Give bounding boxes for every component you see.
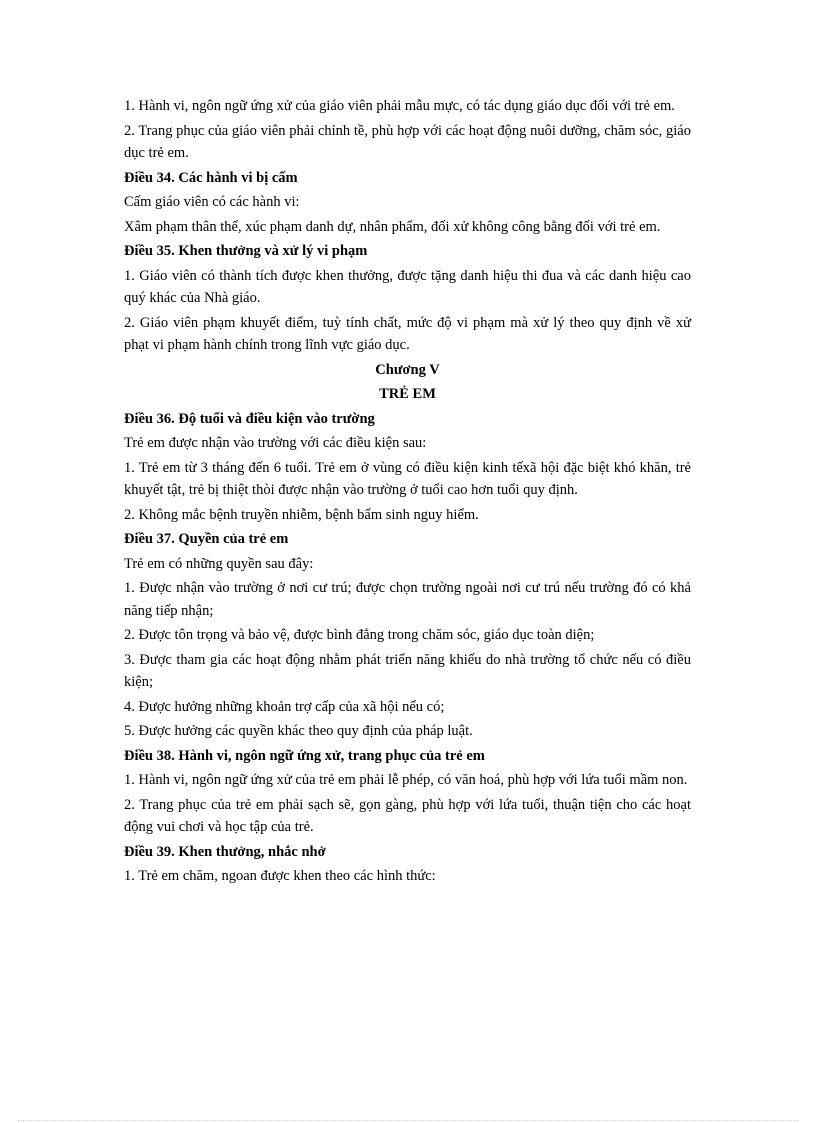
paragraph: 2. Được tôn trọng và bảo vệ, được bình đẳng trong chăm sóc, giáo dục toàn diện; bbox=[124, 627, 595, 643]
paragraph: 3. Được tham gia các hoạt động nhằm phát triển năng khiếu do nhà trường tổ chức nếu có điều kiện; bbox=[124, 651, 691, 690]
paragraph: 5. Được hưởng các quyền khác theo quy định của pháp luật. bbox=[124, 723, 473, 739]
paragraph: 2. Không mắc bệnh truyền nhiễm, bệnh bẩm sinh nguy hiểm. bbox=[124, 506, 479, 523]
paragraph: Xâm phạm thân thể, xúc phạm danh dự, nhân phẩm, đối xử không công bằng đối với trẻ em. bbox=[124, 218, 661, 235]
page-bottom-divider bbox=[18, 1120, 798, 1121]
paragraph: 1. Hành vi, ngôn ngữ ứng xử của trẻ em phải lễ phép, có văn hoá, phù hợp với lứa tuổi mầm non. bbox=[124, 772, 688, 788]
paragraph: 1. Trẻ em chăm, ngoan được khen theo các hình thức: bbox=[124, 868, 436, 884]
article-heading: Điều 39. Khen thưởng, nhắc nhở bbox=[124, 843, 326, 860]
paragraph: 2. Giáo viên phạm khuyết điểm, tuỳ tính chất, mức độ vi phạm mà xử lý theo quy định về xử phạt vi phạm hành chính trong lĩnh vực giáo dục. bbox=[124, 314, 691, 353]
paragraph: Trẻ em được nhận vào trường với các điều kiện sau: bbox=[124, 435, 427, 451]
paragraph: Trẻ em có những quyền sau đây: bbox=[124, 555, 314, 572]
paragraph: 1. Được nhận vào trường ở nơi cư trú; được chọn trường ngoài nơi cư trú nếu trường đó có khả năng tiếp nhận; bbox=[124, 580, 691, 619]
paragraph: 1. Hành vi, ngôn ngữ ứng xử của giáo viên phải mẫu mực, có tác dụng giáo dục đối với trẻ em. bbox=[124, 98, 675, 114]
paragraph: 1. Giáo viên có thành tích được khen thưởng, được tặng danh hiệu thi đua và các danh hiệu cao quý khác của Nhà giáo. bbox=[124, 267, 691, 306]
article-heading: Điều 37. Quyền của trẻ em bbox=[124, 531, 289, 547]
article-heading: Điều 38. Hành vi, ngôn ngữ ứng xử, trang phục của trẻ em bbox=[124, 747, 485, 764]
paragraph: 2. Trang phục của trẻ em phải sạch sẽ, gọn gàng, phù hợp với lứa tuổi, thuận tiện cho các hoạt động vui chơi và học tập của trẻ. bbox=[124, 796, 691, 835]
chapter-number: Chương V bbox=[375, 361, 440, 378]
article-heading: Điều 35. Khen thưởng và xử lý vi phạm bbox=[124, 243, 368, 259]
article-heading: Điều 36. Độ tuổi và điều kiện vào trường bbox=[124, 410, 375, 427]
paragraph: Cấm giáo viên có các hành vi: bbox=[124, 194, 300, 210]
paragraph: 2. Trang phục của giáo viên phải chỉnh tề, phù hợp với các hoạt động nuôi dưỡng, chăm sóc, giáo dục trẻ em. bbox=[124, 122, 691, 161]
chapter-title: TRẺ EM bbox=[379, 386, 436, 402]
document-page bbox=[124, 95, 691, 890]
paragraph: 4. Được hưởng những khoản trợ cấp của xã hội nếu có; bbox=[124, 698, 445, 715]
article-heading: Điều 34. Các hành vi bị cấm bbox=[124, 169, 298, 186]
paragraph: 1. Trẻ em từ 3 tháng đến 6 tuổi. Trẻ em ở vùng có điều kiện kinh tếxã hội đặc biệt khó khăn, trẻ khuyết tật, trẻ bị thiệt thòi được nhận vào trường ở tuổi cao hơn tuổi quy định. bbox=[124, 459, 691, 498]
